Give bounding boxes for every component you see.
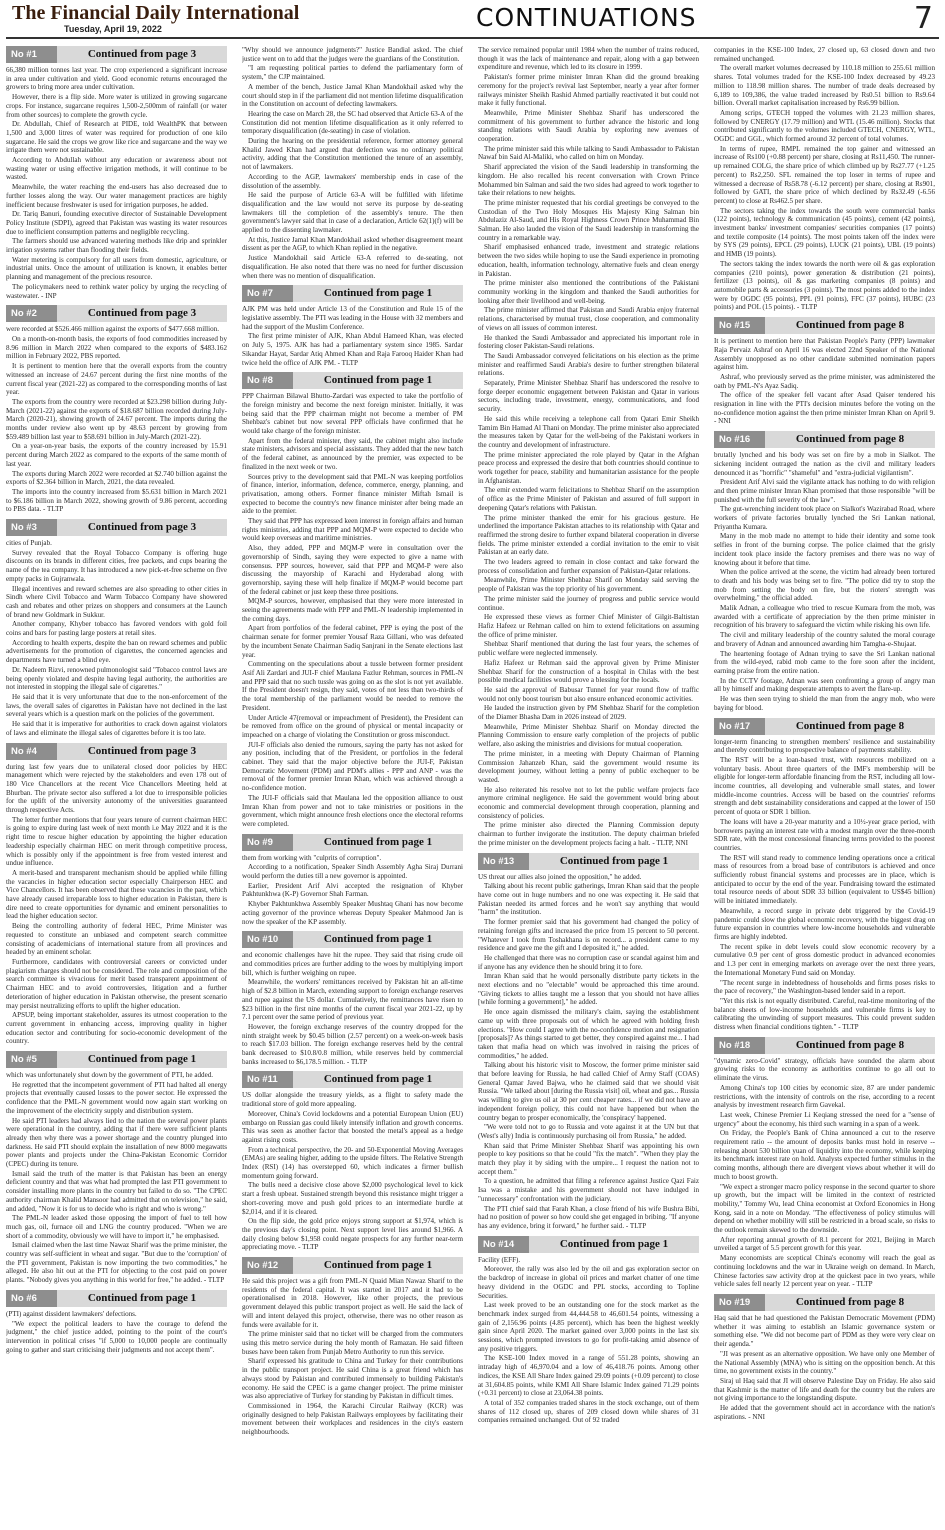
continuation-section — [714, 317, 935, 426]
article-body — [242, 1277, 463, 1437]
paragraph: He said the approval of Babusar Tunnel for year round flow of traffic would not only boost tourism but also ensure enhanced economic activities. — [478, 685, 699, 703]
paragraph: During the hearing on the presidential reference, former attorney general Khalid Jawed Khan had argued that defection was no ordinary political activity, adding that the Constitution mentioned the tenure of an assembly, not of lawmakers. — [242, 137, 463, 172]
paragraph: Another company, Khyber tobacco has favored vendors with gold foil coins and bars for pasting large posters at retail sites. — [6, 620, 227, 638]
paragraph: Moreover, China's Covid lockdowns and a potential European Union (EU) embargo on Russian gas could likely intensify inflation and growth concerns. This was seen as another factor that boosted the metal's appeal as a hedge against rising costs. — [242, 1109, 463, 1144]
article-body — [242, 305, 463, 367]
paragraph: US threat our allies also joined the opposition," he added. — [478, 872, 642, 881]
paragraph: The office of the speaker fell vacant after Asad Qaiser tendered his resignation in line with the PTI's decision minutes before the voting on the no-confidence motion against the then prime minister Imran Khan on April 9. - NNI — [714, 391, 935, 426]
section-number: No #19 — [714, 1294, 765, 1311]
article-body — [714, 738, 935, 1032]
paragraph: Last week proved to be an outstanding one for the stock market as the benchmark index surged from 44,444.58 to 46,601.54 points, witnessing a gain of 2,156.96 points (4.85 percent), which has been the highest weekly gain since April 2020. The market gained over 3,000 points in the last six sessions, which prompted investors to go for profit-taking amid absence of any positive triggers. — [478, 1301, 699, 1353]
masthead — [6, 0, 939, 34]
paragraph: The PML-N leader asked those opposing the import of fuel to tell how much gas, oil, furnace oil and LNG the country produced. "When we are short of a commodity, obviously we will have to import it," he emphasised. — [6, 1214, 227, 1240]
continued-from-label: Continued from page 1 — [57, 1290, 227, 1307]
continued-from-label: Continued from page 1 — [293, 1071, 463, 1088]
paragraph: The former premier said that his government had changed the policy of retaining foreign gifts and increased the price from 15 percent to 50 percent. "Whatever I took from Toshakhana is on record... a president came to my residence and gave me the gift and I deposited it," he added. — [478, 918, 699, 953]
section-number: No #14 — [478, 1236, 529, 1253]
section-number: No #13 — [478, 853, 529, 870]
section-number: No #9 — [242, 834, 293, 851]
paragraph: After reporting annual growth of 8.1 percent for 2021, Beijing in March unveiled a target of 5.5 percent growth for this year. — [714, 1235, 935, 1253]
continuation-section — [478, 46, 699, 848]
paragraph: He challenged that there was no corruption case or scandal against him and if anyone has any evidence then he should bring it to fore. — [478, 953, 699, 971]
section-header — [478, 1236, 699, 1253]
paragraph: Among China's top 100 cities by economic size, 87 are under pandemic restrictions, with the intensity of controls on the rise, according to a recent analysis by investment research firm Gavekal. — [714, 1083, 935, 1110]
paragraph: In the CCTV footage, Adnan was seen confronting a group of angry man all by himself and making desperate attempts to avert the flare-up. — [714, 676, 935, 694]
paragraph: "dynamic zero-Covid" strategy, officials have sounded the alarm about growing risks to the economy as authorities continue to go all out to eliminate the virus. — [714, 1056, 935, 1083]
section-header — [242, 1071, 463, 1088]
paragraph: The prime minister also directed the Planning Commission deputy chairman to further invigorate the institution. The deputy chairman briefed the prime minister on the development projects facing a halt. - TLTP, NNI — [478, 821, 699, 847]
column-4 — [714, 46, 935, 1526]
paragraph: Sharif appreciated the vision of the Saudi leadership in transforming the kingdom. He also recalled his recent conversation with Crown Prince Mohammed bin Salman and said the two sides had agreed to work together to take their relations to new heights. — [478, 163, 699, 198]
section-header — [242, 1257, 463, 1274]
paragraph: When the police arrived at the scene, the victim had already been tortured to death and his body was being set to fire. "The police did try to stop the mob from setting the body on fire, but the rioters' strength was overwhelming," the official added. — [714, 568, 935, 603]
paragraph: Dr. Nadeem Rizvi, renowned pulmonologist said "Tobacco control laws are being openly violated and despite having legal authority, the authorities are not interested in stopping the illegal sale of cigarettes." — [6, 665, 227, 692]
continuation-section — [714, 46, 935, 312]
continued-from-label: Continued from page 1 — [293, 1257, 463, 1274]
article-body — [478, 873, 699, 1231]
paragraph: Shehbaz Sharif mentioned that during the last four years, the schemes of public welfare were neglected immensely. — [478, 640, 699, 658]
continuation-section — [478, 853, 699, 1231]
paragraph: Sources privy to the development said that PML-N was keeping portfolios of finance, interior, information, defence, commerce, energy, planning, and privatisation, among others. Former finance minister Miftah Ismail is expected to become the country's new finance minister after being made an aide to the premier. — [242, 472, 463, 516]
paragraph: The service remained popular until 1984 when the number of trains reduced, though it was the lack of maintenance and repair, along with a gap between expenditure and revenue, which led to its closure in 1999. — [478, 46, 699, 72]
article-body — [242, 392, 463, 828]
paragraph: The prime minister said the journey of progress and public service would continue. — [478, 594, 699, 612]
paragraph: Ismail said the truth of the matter is that Pakistan has been an energy deficient country and that was what had prompted the last PTI government to consider installing more plants in the country but failed to do so. "The CPEC authority chairman Khalid Mansoor had admitted that on television," he said, and added, "Now it is for us to decide who is right and who is wrong." — [6, 1169, 227, 1213]
paragraph: According to a notification, Speaker Sindh Assembly Agha Siraj Durrani would perform the duties till a new governor is appointed. — [242, 863, 463, 881]
paragraph: Among scrips, GTECH topped the volumes with 21.23 million shares, followed by CNERGY (17.79 million) and WTL (15.46 million). Stocks that contributed significantly to the volumes included GTECH, CNERGY, WTL, OGDC and GGL, which formed around 32 percent of total volumes. — [714, 108, 935, 144]
paragraph: Khyber Pakhtunkhwa Assembly Speaker Mushtaq Ghani has now become acting governor of the province whereas Deputy Speaker Mahmood Jan is now the speaker of the KP assembly. — [242, 900, 463, 926]
paragraph: It is pertinent to mention here that the overall exports from the country witnessed an increase of 24.67 percent during the first nine months of the current fiscal year (2021-22) as compared to the corresponding months of last year. — [6, 362, 227, 397]
article-body — [242, 854, 463, 927]
paragraph: Talking about his recent public gatherings, Imran Khan said that the people have come out in huge numbers and no one was expecting it. He said that Pakistan needed its armed forces and he won't say anything that would "harm" the institution. — [478, 882, 699, 917]
paragraph: "We expect the political leaders to have the courage to defend the judgment," the chief justice added, pointing to the point of the court's intervention in political crises "if 5,000 to 10,000 people are continually going to gather and start criticising their judgments and not accept them". — [6, 1319, 227, 1354]
article-body — [242, 1091, 463, 1252]
continuation-section — [242, 1257, 463, 1437]
section-header — [714, 1037, 935, 1054]
paragraph: They said that PPP has expressed keen interest in foreign affairs and human rights ministries, adding that PPP and MQM-P were expected to decide who would keep overseas and maritime ministries. — [242, 517, 463, 543]
paragraph: He said that it is very unfortunate that due to the non-enforcement of the laws, the overall sales of cigarettes in Pakistan have not declined in the last several years which is a question mark on the policies of the government. — [6, 693, 227, 719]
paragraph: It is pertinent to mention here that Pakistan People's Party (PPP) lawmaker Raja Pervaiz Ashraf on April 16 was elected 22nd Speaker of the National Assembly unopposed as no other candidate submitted nomination papers against him. — [714, 337, 935, 372]
paragraph: The prime minister said this while talking to Saudi Ambassador to Pakistan Nawaf bin Said Al-Maliki, who called on him on Monday. — [478, 144, 699, 162]
paragraph: The civil and military leadership of the country saluted the moral courage and bravery of Adnan and announced awarding him Tamgha-e-Shujaat. — [714, 631, 935, 648]
continuation-section — [242, 372, 463, 828]
paragraph: Separately, Prime Minister Shehbaz Sharif has underscored the resolve to forge deeper economic engagement between Pakistan and Qatar in various sectors, including trade, investment, energy, communications, and food security. — [478, 379, 699, 414]
paragraph: Talking about his historic visit to Moscow, the former prime minister said that before leaving for Russia, he had called Chief of Army Staff (COAS) General Qamar Javed Bajwa, who he claimed said that we should visit Russia. "We talked about [during the Russia visit] oil, wheat and gas... Russia was willing to give us oil at 30 per cent cheaper rates... if we did not have an independent foreign policy, this could not have happened but when the country began to prosper economically, the 'conspiracy' happened. — [478, 1061, 699, 1122]
continued-from-label: Continued from page 8 — [765, 1294, 935, 1311]
paragraph: On a month-on-month basis, the exports of food commodities increased by 8.96 million in March 2022 when compared to the exports of $483.162 million in February 2022, PBS reported. — [6, 334, 227, 361]
paragraph: Ashraf, who previously served as the prime minister, was administered the oath by PML-N's Ayaz Sadiq. — [714, 372, 935, 390]
paragraph: On Friday, the People's Bank of China announced a cut to the reserve requirement ratio -- the amount of deposits banks must hold in reserve -- releasing about 530 billion yuan of liquidity into the economy, while keeping its benchmark interest rate on hold. Analysts expected further stimulus in the coming months, although there are divergent views about whether it will do much to boost growth. — [714, 1129, 935, 1181]
paragraph: and economic challenges have hit the rupee. They said that rising crude oil and commodities prices are further adding to the woes by multiplying import bill, which is further weighing on rupee. — [242, 951, 463, 977]
paragraph: The prime minister, in a meeting with Deputy Chairman of Planning Commission Jahanzeb Khan, said the government would resume its development journey, without letting a penny of public exchequer to be wasted. — [478, 749, 699, 784]
section-number: No #7 — [242, 285, 293, 302]
column-2 — [242, 46, 463, 1526]
paragraph: The prime minister said that no ticket will be charged from the commuters using this metro service during the holy month of Ramazan. He said fifteen buses have been taken from Punjab Metro Authority to run this service. — [242, 1330, 463, 1356]
paragraph: companies in the KSE-100 Index, 27 closed up, 63 closed down and two remained unchanged. — [714, 46, 935, 63]
paragraph: Justice Mandokhail said Article 63-A referred to de-seating, not disqualification. He also noted that there was no need for further discussion when there was no mention of disqualification. — [242, 254, 463, 280]
paragraph: The policymakers need to rethink water policy by urging the recycling of wastewater. - INP — [6, 282, 227, 300]
paragraph: He regretted that the incompetent government of PTI had halted all energy projects that eventually caused losses to the power sector. He expressed the confidence that the PML-N government would now again start working on the improvement of the electricity supply and distribution system. — [6, 1080, 227, 1115]
section-header — [242, 285, 463, 302]
article-body — [6, 763, 227, 1047]
paragraph: Last week, Chinese Premier Li Keqiang stressed the need for a "sense of urgency" about the economy, his third such warning in a span of a week. — [714, 1110, 935, 1128]
section-header — [478, 853, 699, 870]
paragraph: The prime minister thanked the emir for his gracious gesture. He underlined the importance Pakistan attaches to its relationship with Qatar and reaffirmed the strong desire to further expand bilateral cooperation in diverse fields. The prime minister extended a cordial invitation to the emir to visit Pakistan at an early date. — [478, 513, 699, 557]
paragraph: Sharif emphasised enhanced trade, investment and strategic relations between the two sides while hoping to use the Saudi experience in promoting education, health, information technology, alternative fuels and clean energy in Pakistan. — [478, 243, 699, 278]
continued-from-label: Continued from page 8 — [765, 431, 935, 448]
section-header — [714, 431, 935, 448]
section-title: CONTINUATIONS — [476, 3, 697, 32]
article-body — [6, 539, 227, 737]
paragraph: Meanwhile, the water reaching the end-users has also decreased due to further losses along the way. Our water management practices are highly inefficient because freshwater is used for irrigation purposes, he added. — [6, 183, 227, 209]
paragraph: A member of the bench, Justice Jamal Khan Mandokhail asked why the court should step in if the parliament did not mention lifetime disqualification in the Constitution on account of defecting lawmakers. — [242, 82, 463, 109]
section-header — [6, 519, 227, 536]
paragraph: The sectors taking the index towards the south were commercial banks (122 points), technology & communication (45 points), cement (42 points), investment banks/ investment companies/ securities companies (17 points) and textile composite (14 points). The most points taken off the index were by SYS (29 points), EPCL (29 points), LUCK (21 points), UBL (19 points) and HMB (19 points). — [714, 206, 935, 259]
paragraph: Khan said that Prime Minister Shehbaz Sharif was appointing his own people to key positions so that he could "fix the match". "When they play the match they play it by siding with the umpire... I request the nation not to accept them." — [478, 1141, 699, 1176]
paragraph: Commissioned in 1964, the Karachi Circular Railway (KCR) was originally designed to help Pakistan Railways employees by facilitating their movement between their workplaces and residences in the city's eastern neighbourhoods. — [242, 1401, 463, 1437]
section-number: No #17 — [714, 718, 765, 735]
section-number: No #4 — [6, 743, 57, 760]
paragraph: "JI was present as an alternative opposition. We have only one Member of the National Assembly (MNA) who is sitting on the opposition bench. At this time, no government exists in the country." — [714, 1349, 935, 1376]
paragraph: Water metering is compulsory for all users from domestic, agriculture, or industrial units. Once the amount of utilization is known, it enables better planning and management of the precious resource. — [6, 255, 227, 282]
section-header — [714, 317, 935, 334]
paragraph: Commenting on the speculations about a tussle between former president Asif Ali Zardari and JUI-F chief Maulana Fazlur Rehman, sources in PML-N and PPP said that no such tussle was going on as the slot is not yet available. If the President doesn't resign, they said, votes of not less than two-thirds of the total membership of the parliament would be needed to remove the President. — [242, 660, 463, 712]
paragraph: Hearing the case on March 28, the SC had observed that Article 63-A of the Constitution did not mention lifetime disqualification as it only referred to temporary disqualification (de-seating) in case of violation. — [242, 109, 463, 136]
section-header — [6, 743, 227, 760]
paragraph: The prime minister requested that his cordial greetings be conveyed to the Custodian of the Two Holy Mosques His Majesty King Salman bin Abdulaziz Al-Saud, and His Royal Highness Crown Prince Muhammad Bin Salman. He also lauded the vision of the Saudi leadership in transforming the country in a remarkable way. — [478, 198, 699, 242]
paragraph: The overall market volumes decreased by 110.18 million to 255.61 million shares. Total volumes traded for the KSE-100 Index decreased by 49.23 million to 118.98 million shares. The number of trade deals decreased by 6,189 to 109,386, the value traded increased by Rs0.51 billion to Rs9.64 billion. Overall market capitalisation increased by Rs6.99 billion. — [714, 64, 935, 108]
continuation-section — [6, 1051, 227, 1285]
paragraph: He said the purpose of Article 63-A will be fulfilled with lifetime disqualification and the law would not serve its purpose by de-seating lawmakers till the completion of the assembly's tenure. The then government's lawyer said that in case of a declaration, Article 62(1)(f) will be applied to the dissenting lawmaker. — [242, 191, 463, 235]
paragraph: According to Abdullah without any education or awareness about not wasting water or using effective irrigation methods, it will continue to be wasted. — [6, 156, 227, 182]
article-body — [478, 46, 699, 848]
section-number: No #1 — [6, 46, 57, 63]
paragraph: The PTI chief said that Farah Khan, a close friend of his wife Bushra Bibi, had no position of power so how could she get engaged in bribing. "If anyone has any evidence, bring it forward," he further said. - TLTP — [478, 1204, 699, 1230]
paragraph: longer-term financing to strengthen members' resilience and sustainability and thereby contributing to prospective balance of payments stability. — [714, 737, 935, 755]
paragraph: The exports from the country were recorded at $23.298 billion during July-March (2021-22) against the exports of $18.687 billion recorded during July-March (2020-21), showing growth of 24.67 percent. The imports during the months under review also went up by 48.63 percent by growing from $59.489 billion last year to $58.691 billion in July-March (2021-22). — [6, 397, 227, 441]
paragraph: Under Article 47(removal or impeachment of President), the President can be removed from office on the ground of physical or mental incapacity or impeached on a charge of violating the Constitution or gross misconduct. — [242, 713, 463, 739]
continuation-section — [242, 46, 463, 280]
article-body — [714, 451, 935, 712]
continued-from-label: Continued from page 3 — [57, 743, 227, 760]
paragraph: (PTI) against dissident lawmakers' defections. — [6, 1309, 137, 1318]
paragraph: "Yet this risk is not equally distributed. Careful, real-time monitoring of the balance sheets of low-income households and vulnerable firms is key to calibrating the unwinding of support measures. This could prevent sudden distress when financial conditions tighten." - TLTP — [714, 996, 935, 1032]
paragraph: The RST will be a loan-based trust, with resources mobilized on a voluntary basis. About three quarters of the IMF's membership will be eligible for longer-term affordable financing from the RST, including all low-income countries, all developing and vulnerable small states, and lower middle-income countries. Access will be based on the countries' reforms strength and debt sustainability considerations and capped at the lower of 150 percent of quota or SDR 1 billion. — [714, 755, 935, 817]
paragraph: Survey revealed that the Royal Tobacco Company is offering huge discounts on its brands in different cities, free packets, and cups bearing the name of the tea company. It has introduced a new pick-et-free scheme on five empty packs in Gujranwala. — [6, 548, 227, 583]
paragraph: He said PTI leaders had always lied to the nation the several power plants were operational in the country, adding that if there were sufficient plants already then why there was a power shortage and the country plunged into darkness. He said PTI should explain the installation of new 8000 megawatts power plants and projects under the China-Pakistan Economic Corridor (CPEC) during its tenure. — [6, 1116, 227, 1169]
paragraph: APSUP, being important stakeholder, assures its utmost cooperation to the current government in enhancing access, improving quality in higher education sector and contributing for socio-economic development of the country. — [6, 1011, 227, 1046]
paragraph: Meanwhile, the workers' remittances received by Pakistan hit an all-time high of $2.8 billion in March, extending support to foreign exchange reserves and rupee against the US dollar. Cumulatively, the remittances have risen to $23 billion in the first nine months of the current fiscal year 2021-22, up by 7.1 percent over the same period of previous year. — [242, 978, 463, 1022]
section-number: No #3 — [6, 519, 57, 536]
paragraph: "Why should we announce judgments?" Justice Bandial asked. The chief justice went on to add that the judges were the guardians of the Constitution. — [242, 46, 463, 63]
paragraph: He thanked the Saudi Ambassador and appreciated his important role in fostering closer Pakistan-Saudi relations. — [478, 333, 699, 351]
paragraph: A total of 352 companies traded shares in the stock exchange, out of them shares of 112 closed up, shares of 209 closed down while shares of 31 companies remained unchanged. Out of 92 traded — [478, 1398, 699, 1425]
section-header — [242, 372, 463, 389]
paragraph: cities of Punjab. — [6, 539, 52, 548]
continued-from-label: Continued from page 1 — [529, 853, 699, 870]
paragraph: Ismail claimed when the last time Nawaz Sharif was the prime minister, the country was self-sufficient in wheat and sugar. "But due to the 'corruption' of the PTI government, Pakistan is now importing the two commodities," he alleged. He also hit out at the PTI for objecting to the cost paid on power plants. "Nobody gives you anything in this world for free," he added. - TLTP — [6, 1241, 227, 1285]
paragraph: According to the AGP, lawmakers' membership ends in case of the dissolution of the assembly. — [242, 172, 463, 190]
section-header — [714, 718, 935, 735]
paragraph: The RST will stand ready to commence lending operations once a critical mass of resources from a broad base of contributors is achieved and once sufficiently robust financial systems and processes are in place, which is anticipated to occur by the end of the year. Fundraising toward the estimated total resource needs of about SDR 33 billion (equivalent to US$45 billion) will be initiated immediately. — [714, 853, 935, 906]
article-body — [242, 46, 463, 280]
continued-from-label: Continued from page 3 — [57, 305, 227, 322]
paragraph: US dollar alongside the treasury yields, as a flight to safety made the traditional store of gold more appealing. — [242, 1091, 463, 1109]
paragraph: Illegal incentives and reward schemes are also spreading to other cities in Sindh where Civil Tobacco and Warm Tobacco Company have showered cash and rebates and other prizes on shoppers and consumers at the Launch of brand new Goldmark in Sukkur. — [6, 584, 227, 619]
paragraph: during last few years due to unilateral closed door policies by HEC management which were rejected by the stakeholders and even 178 out of 180 Vice Chancellors at the recent Vice Chancellors Meeting held at Bhurban. The private sector also suffered a lot due to irresponsible policies for the uplift of the university autonomy of the universities guaranteed through respective Acts. — [6, 762, 227, 815]
article-body — [714, 337, 935, 426]
paragraph: He was then seen trying to shield the man from the angry mob, who were baying for blood. — [714, 695, 935, 712]
paragraph: A merit-based and transparent mechanism should be applied while filling the vacancies in higher education sector especially Chairperson HEC and Vice Chancellors. It has been observed that these vacancies in the past, which have already caused irreparable loss to higher education in Pakistan, there is dire need to create opportunities for dynamic and eminent personalities to lead the higher education sector. — [6, 868, 227, 921]
paragraph: The prime minister also mentioned the contributions of the Pakistani community working in the kingdom and thanked the Saudi authorities for looking after their livelihood and well-being. — [478, 279, 699, 305]
section-number: No #10 — [242, 931, 293, 948]
paragraph: Haq said that he had questioned the Pakistan Democratic Movement (PDM) whether it was aiming to establish an Islamic governance system or something else. "We did not become part of PDM as they were very clear on their agenda." — [714, 1314, 935, 1349]
paragraph: Facility (EFF). — [478, 1255, 521, 1264]
continuation-section — [6, 743, 227, 1047]
continuation-section — [478, 1236, 699, 1425]
paragraph: The farmers should use advanced watering methods like drip and sprinkler irrigation systems rather than flooding their fields. — [6, 237, 227, 255]
paragraph: The exports during March 2022 were recorded at $2.740 billion against the exports of $2.364 billion in March, 2021, the data revealed. — [6, 469, 227, 487]
paragraph: He once again dismissed the military's claim, saying the establishment came up with three proposals out of which he agreed with holding fresh elections. "How could I agree with the no-confidence motion and resignation [proposals]? As things started to get better, they conspired against me... I had taken that mafia head on which was involved in raising the prices of commodities," he added. — [478, 1008, 699, 1060]
continuation-section — [242, 285, 463, 367]
paragraph: Being the controlling authority of federal HEC, Prime Minister was requested to constitute an unbiased and competent search committee consisting of academicians of international stature from all provinces and headed by an eminent scholar. — [6, 922, 227, 957]
paragraph: The prime minister affirmed that Pakistan and Saudi Arabia enjoy fraternal relations, characterised by mutual trust, close cooperation, and commonality of views on all issues of common interest. — [478, 306, 699, 332]
paragraph: He also reiterated his resolve not to let the public welfare projects face anymore criminal negligence. He said the government would bring about economic and commercial development through cooperation, planning and consistency of policies. — [478, 785, 699, 820]
section-header — [714, 1294, 935, 1311]
section-number: No #15 — [714, 317, 765, 334]
section-number: No #18 — [714, 1037, 765, 1054]
paragraph: JUI-F officials also denied the rumours, saying the party has not asked for any position, including that of the President, or portfolios in the federal cabinet. They said that the major objective before the JUI-F, Pakistan Democratic Movement (PDM) and PDM's allies - PPP and ANP - was the removal of the former premier Imran Khan, which was achieved through a no-confidence motion. — [242, 740, 463, 793]
masthead-rule — [6, 37, 939, 39]
paragraph: Furthermore, candidates with controversial careers or convicted under plagiarism charges should not be considered. The role and composition of the search committee is vivacious for merit based transparent appointment of Chairman HEC and to avoid controversies, litigation and a further deterioration of higher education in Pakistan otherwise, the present scenario may persist neutralizing efforts to uplift the higher education. — [6, 957, 227, 1010]
paragraph: Meanwhile, a record surge in private debt triggered by the Covid-19 pandemic could slow the global economic recovery, with the biggest drag on future expansion in countries where low-income households and vulnerable firms are highly indebted. — [714, 906, 935, 941]
paragraph: Meanwhile, Prime Minister Shehbaz Sharif on Monday said serving the people of Pakistan was the top priority of his government. — [478, 576, 699, 594]
page-number: 7 — [913, 1, 933, 36]
paragraph: "We were told not to go to Russia and vote against it at the UN but that (West's ally) India is continuously purchasing oil from Russia," he added. — [478, 1123, 699, 1140]
paragraph: Apart from the federal minister, they said, the cabinet might also include state ministers, advisors and special assistants. They added that the new batch of the federal cabinet, as announced by the premier, was expected to be finalized in the next week or two. — [242, 436, 463, 471]
continuation-section — [714, 1294, 935, 1421]
paragraph: The gut-wrenching incident took place on Sialkot's Wazirabad Road, where workers of private factories brutally lynched the Sri Lankan national, Priyantha Kumara. — [714, 505, 935, 531]
continued-from-label: Continued from page 3 — [57, 46, 227, 63]
paragraph: which was unfortunately shut down by the government of PTI, he added. — [6, 1071, 214, 1080]
newspaper-name: The Financial Daily International — [12, 2, 300, 24]
paragraph: "I am requesting political parties to defend the parliamentary form of system," the CJP maintained. — [242, 64, 463, 82]
paragraph: President Arif Alvi said the vigilante attack has nothing to do with religion and then prime minister Imran Khan promised that those responsible "will be punished with the full severity of the law". — [714, 478, 935, 504]
continued-from-label: Continued from page 8 — [765, 1037, 935, 1054]
continued-from-label: Continued from page 1 — [293, 372, 463, 389]
section-number: No #5 — [6, 1051, 57, 1068]
continuation-section — [714, 718, 935, 1032]
article-body — [242, 951, 463, 1066]
section-header — [6, 46, 227, 63]
continuation-section — [6, 1290, 227, 1355]
paragraph: He expressed these views as former Chief Minister of Gilgit-Baltistan Hafiz Hafeez ur Rehman called on him to extend felicitations on assuming the office of prime minister. — [478, 613, 699, 639]
article-body — [6, 1310, 227, 1355]
paragraph: The prime minister appreciated the role played by Qatar in the Afghan peace process and expressed the desire that both countries should continue to work together for peace, stability and humanitarian assistance for the people in Afghanistan. — [478, 450, 699, 485]
continuation-section — [714, 1037, 935, 1289]
paragraph: them from working with "culprits of corruption". — [242, 853, 382, 862]
paragraph: From a technical perspective, the 20- and 50-Exponential Moving Averages (EMAs) are sealing higher, adding to the upside filters. The Relative Strength Index (RSI) (14) has overstepped 60, which indicates a firmer bullish momentum going forward. — [242, 1145, 463, 1180]
section-header — [6, 1290, 227, 1307]
section-number: No #12 — [242, 1257, 293, 1274]
paragraph: He said that it is imperative for authorities to crack down against violators of laws and eliminate the illegal sales of cigarettes before it is too late. — [6, 720, 227, 737]
paragraph: In terms of rupee, RMPL remained the top gainer and witnessed an increase of Rs100 (+0.88 percent) per share, closing at Rs11,450. The runner-up remained COLG, the share price of which climbed up by Rs27.77 (+1.25 percent) to Rs2,250. SFL remained the top loser in terms of rupee and witnessed a decrease of Rs58.78 (-6.12 percent) per share, closing at Rs901, followed by GATI, the share price of which declined by Rs32.49 (-6.56 percent) to close at Rs462.5 per share. — [714, 144, 935, 205]
continuation-section — [6, 46, 227, 300]
paragraph: The letter further mentions that four years tenure of current chairman HEC is going to expire during last week of next month i.e May 2022 and it is the right time to rescue higher education by appointing the higher education leadership especially chairman HEC on merit through competitive process, which is possibly only if the appointment is free from vested interest and undue influence. — [6, 815, 227, 868]
paragraph: The emir extended warm felicitations to Shehbaz Sharif on the assumption of office as the Prime Minister of Pakistan and assured of full support in deepening Qatar's relations with Pakistan. — [478, 486, 699, 512]
continued-from-label: Continued from page 1 — [293, 285, 463, 302]
continuation-section — [6, 305, 227, 514]
paragraph: He said this project was a gift from PML-N Quaid Mian Nawaz Sharif to the residents of the federal capital. It was started in 2017 and it had to be operationalised in 2018. However, like other projects, the previous government delayed this public transport project as well. He said the lack of will and intent delayed this project, otherwise, there was no other reason as funds were available for it. — [242, 1277, 463, 1329]
continued-from-label: Continued from page 1 — [293, 834, 463, 851]
article-body — [478, 1256, 699, 1425]
paragraph: Also, they added, PPP and MQM-P were in consultation over the governorship of Sindh, saying they were expected to give a name with consensus. PPP sources, however, said that PPP and MQM-P were also discussing the mayorship of Karachi and Hyderabad along with governorship, saying these will help finalize if MQM-P would become part of the federal cabinet or just keep these three positions. — [242, 544, 463, 596]
paragraph: PPP Chairman Bilawal Bhutto-Zardari was expected to take the portfolio of the foreign ministry and become the next foreign minister. Initially, it was being said that the PPP chairman might not become a member of PM Shehbaz's cabinet but now several PPP officials have confirmed that he would take charge of the foreign minister. — [242, 392, 463, 436]
paragraph: Meanwhile, Prime Minister Shehbaz Sharif has underscored the commitment of his government to further advance the historic and long standing relations with Saudi Arabia by exploring new avenues of cooperation. — [478, 108, 699, 144]
paragraph: "We expect a stronger macro policy response in the second quarter to shore up growth, but the impact will be limited in the context of restricted mobility," Tommy Wu, lead China economist at Oxford Economics in Hong Kong, said in a note on Monday. "The effectiveness of policy stimulus will depend on whether mobility will still be restricted in a broad scale, so risks to the outlook remain skewed to the downside. — [714, 1182, 935, 1235]
column-3 — [478, 46, 699, 1526]
paragraph: At this, Justice Jamal Khan Mandokhail asked whether disagreement meant dissent as per the AGP, to which Khan replied in the negative. — [242, 235, 463, 253]
continuation-section — [714, 431, 935, 712]
paragraph: 66,380 million tonnes last year. The crop experienced a significant increase in area under cultivation and yield. Good economic returns encouraged the growers to bring more area under cultivation. — [6, 66, 227, 92]
paragraph: However, the foreign exchange reserves of the country dropped for the ninth straight week by $0.45 billion (2.57 percent) on a week-on-week basis to reach $17.03 billion. The foreign exchange reserves held by the central bank decreased to $10.8/0.8 million, while reserves held by commercial banks increased to $6,178.5 million. - TLTP — [242, 1022, 463, 1066]
paragraph: MQM-P sources, however, emphasised that they were more interested in seeing the agreements made with PPP and PML-N leadership implemented in the coming days. — [242, 597, 463, 623]
paragraph: He said this while receiving a telephone call from Qatari Emir Sheikh Tamim Bin Hamad Al Thani on Monday. The prime minister also appreciated the measures taken by Qatar for the well-being of the Pakistani workers in the country and development of infrastructure. — [478, 414, 699, 449]
article-body — [6, 66, 227, 300]
paragraph: He added that the government should act in accordance with the nation's aspirations. - NNI — [714, 1404, 935, 1421]
paragraph: Moreover, the rally was also led by the oil and gas exploration sector on the backdrop of increase in global oil prices and market chatter of one time heavy dividend in the OGDC and PPL stocks, according to Topline Securities. — [478, 1265, 699, 1300]
paragraph: The first prime minister of AJK, Khan Abdul Hameed Khan, was elected on July 5, 1975. AJK has had a parliamentary system since 1985. Sardar Sikandar Hayat, Sardar Atiq Ahmed Khan and Raja Farooq Haider Khan had twice held the office of AJK PM. - TLTP — [242, 332, 463, 367]
paragraph: were recorded at $526.466 million against the exports of $477.668 million. — [6, 325, 219, 334]
paragraph: Dr. Abdullah, Chief of Research at PIDE, told WealthPK that between 1,500 and 3,000 litres of water was required for production of one kilo sugarcane. He said the crops we grow like rice and sugarcane and the way we irrigate them were not sustainable. — [6, 120, 227, 155]
article-body — [714, 46, 935, 312]
paragraph: The Saudi Ambassador conveyed felicitations on his election as the prime minister and reaffirmed Saudi Arabia's desire to further strengthen bilateral relations. — [478, 351, 699, 378]
paragraph: "The recent surge in indebtedness of households and firms poses risks to the pace of recovery," the Washington-based lender said in a report. — [714, 978, 935, 996]
article-body — [6, 1071, 227, 1285]
paragraph: The sectors taking the index towards the north were oil & gas exploration companies (210 points), power generation & distribution (21 points), fertilizer (13 points), oil & gas marketing companies (8 points) and automobile parts & accessories (3 points). The most points added to the index were by OGDC (95 points), PPL (91 points), FFC (37 points), HUBC (23 points) and POL (15 points). - TLTP — [714, 259, 935, 312]
column-1 — [6, 46, 227, 1526]
paragraph: The recent spike in debt levels could slow economic recovery by a cumulative 0.9 per cent of gross domestic product in advanced economies and 1.3 per cent in emerging markets on average over the next three years, the International Monetary Fund said on Monday. — [714, 942, 935, 977]
continued-from-label: Continued from page 1 — [529, 1236, 699, 1253]
paragraph: The bulls need a decisive close above $2,000 psychological level to kick start a fresh upbeat. Sustained strength beyond this resistance might trigger a short-covering move and push gold prices to an intermediate hurdle at $2,014, and if it is cleared. — [242, 1181, 463, 1216]
section-number: No #16 — [714, 431, 765, 448]
continuation-section — [242, 834, 463, 927]
paragraph: He lauded the instruction given by PM Shehbaz Sharif for the completion of the Diamer Bhasha Dam in 2026 instead of 2029. — [478, 704, 699, 722]
article-body — [6, 325, 227, 514]
paragraph: The imports into the country increased from $5.631 billion in March 2021 to $6.186 billion in March 2022, showing growth of 9.86 percent, according to PBS data. - TLTP — [6, 487, 227, 514]
continuation-section — [6, 519, 227, 737]
paragraph: AJK PM was held under Article 13 of the Constitution and Rule 15 of the legislative assembly. The PTI was leading in the House with 32 members and had the support of the Muslim Conference. — [242, 305, 463, 331]
paragraph: According to health experts, despite the ban on reward schemes and public advertisements for the promotion of cigarettes, the concerned agencies and departments have turned a blind eye. — [6, 638, 227, 665]
paragraph: The loans will have a 20-year maturity and a 10½-year grace period, with borrowers paying an interest rate with a modest margin over the three-month SDR rate, with the most concessional financing terms provided to the poorest countries. — [714, 817, 935, 852]
paragraph: Hafiz Hafeez ur Rehman said the approval given by Prime Minister Shehbaz Sharif for the construction of a hospital in Chilas with the best possible medical facilities would prove a blessing for the locals. — [478, 658, 699, 685]
paragraph: Sharif expressed his gratitude to China and Turkey for their contributions in the public transport project. He said China is a great friend which has always stood by Pakistan and contributed immensely to building Pakistan's economy. He said the CPEC is a game changer project. The prime minister was also appreciative of Turkey for standing by Pakistan in difficult times. — [242, 1357, 463, 1401]
paragraph: Dr. Tariq Banuri, founding executive director of Sustainable Development Policy Institute (SDPI), agreed that Pakistan was wasting its water resources due to inefficient consumption patterns and negligible recycling. — [6, 210, 227, 236]
paragraph: Imran Khan said that he would personally distribute party tickets in the next elections and no "electable" would be approached this time around. "Giving tickets to allies taught me a lesson that you should not have allies [while forming a government]," he added. — [478, 972, 699, 1007]
paragraph: brutally lynched and his body was set on fire by a mob in Sialkot. The sickening incident outraged the nation as the civil and military leaders denounced it as "horrific" "shameful" and "extra-judicial vigilantism". — [714, 451, 935, 477]
paragraph: On a year-on-year basis, the exports of the country increased by 15.91 percent during March 2022 as compared to the exports of the same month of last year. — [6, 442, 227, 468]
paragraph: To a question, he admitted that filing a reference against Justice Qazi Faiz Isa was a mistake and his government should not have indulged in "unnecessary" confrontation with the judiciary. — [478, 1177, 699, 1203]
section-header — [242, 931, 463, 948]
section-header — [6, 305, 227, 322]
paragraph: On the flip side, the gold price enjoys strong support at $1,974, which is the previous day's closing point. Next support level lies around $1,966. A daily closing below $1,958 could negate prospects for any further near-term appreciating move. - TLTP — [242, 1217, 463, 1252]
article-body — [714, 1057, 935, 1289]
paragraph: The KSE-100 Index moved in a range of 551.28 points, showing an intraday high of 46,970.04 and a low of 46,418.76 points. Among other indices, the KSE All Share Index gained 29.09 points (+0.09 percent) to close at 31,604.85 points, while KMI All Share Islamic Index gained 71.29 points (+0.31 percent) to close at 23,064.38 points. — [478, 1354, 699, 1398]
section-number: No #6 — [6, 1290, 57, 1307]
section-header — [242, 834, 463, 851]
continued-from-label: Continued from page 8 — [765, 317, 935, 334]
paragraph: Many in the mob made no attempt to hide their identity and some took selfies in front of the burning corpse. The police claimed that the grisly incident took place inside the factory premises and there was no way of knowing about it before that time. — [714, 532, 935, 567]
paragraph: The two leaders agreed to remain in close contact and take forward the process of consolidation and further expansion of Pakistan-Qatar relations. — [478, 558, 699, 575]
paragraph: Pakistan's former prime minister Imran Khan did the ground breaking ceremony for the project's revival last September, nearly a year after former railways minister Sheikh Rashid Ahmed partially reactivated it but could not make it fully functional. — [478, 73, 699, 108]
continued-from-label: Continued from page 3 — [57, 519, 227, 536]
paragraph: Siraj ul Haq said that JI will observe Palestine Day on Friday. He also said that Kashmir is the matter of life and death for the country but the rulers are not giving importance to the longstanding dispute. — [714, 1376, 935, 1403]
continued-from-label: Continued from page 1 — [57, 1051, 227, 1068]
paragraph: However, there is a flip side. More water is utilized in growing sugarcane crops. For instance, sugarcane requires 1,500-2,500mm of rainfall (or water from other sources) to complete the growth cycle. — [6, 93, 227, 119]
paragraph: Apart from portfolios of the federal cabinet, PPP is eying the post of the chairman senate for former premier Yousaf Raza Gillani, who was defeated by the incumbent Senate Chairman Sadiq Sanjrani in the Senate elections last year. — [242, 624, 463, 659]
article-body — [714, 1314, 935, 1421]
continued-from-label: Continued from page 8 — [765, 718, 935, 735]
continued-from-label: Continued from page 1 — [293, 931, 463, 948]
section-number: No #2 — [6, 305, 57, 322]
issue-date: Tuesday, April 19, 2022 — [64, 24, 162, 34]
continuation-section — [242, 931, 463, 1066]
paragraph: Malik Adnan, a colleague who tried to rescue Kumara from the mob, was awarded with a certificate of appreciation by the then prime minister in recognition of his bravery to safeguard the victim while risking his own life. — [714, 604, 935, 630]
paragraph: Meanwhile, Prime Minister Shehbaz Sharif on Monday directed the Planning Commission to ensure early completion of the projects of public welfare, also asking the ministries and divisions for mutual cooperation. — [478, 722, 699, 749]
paragraph: The heartening footage of Adnan trying to save the Sri Lankan national from the wild-eyed, rabid mob came to the fore soon after the incident, earning praise from the entire nation. — [714, 649, 935, 675]
section-number: No #11 — [242, 1071, 293, 1088]
section-number: No #8 — [242, 372, 293, 389]
paragraph: Earlier, President Arif Alvi accepted the resignation of Khyber Pakhtunkhwa (K-P) Governor Shah Farman. — [242, 881, 463, 899]
paragraph: The JUI-F officials said that Maulana led the opposition alliance to oust Imran Khan from power and not to take ministries or positions in the government, which might announce fresh elections once the electoral reforms were completed. — [242, 793, 463, 828]
continuation-section — [242, 1071, 463, 1252]
section-header — [6, 1051, 227, 1068]
paragraph: Many economists are sceptical China's economy will reach the goal as continuing lockdowns and the war in Ukraine weigh on demand. In March, Chinese factories saw activity drop at the quickest pace in two years, while vehicle sales fell nearly 12 percent year on year. - TLTP — [714, 1254, 935, 1289]
